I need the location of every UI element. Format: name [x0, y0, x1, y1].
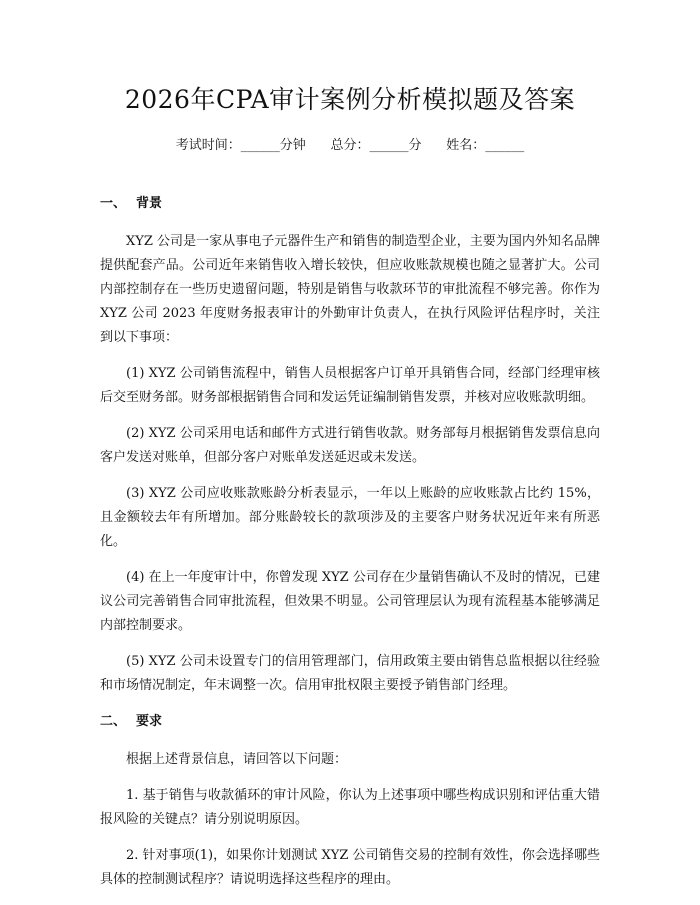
section-number: 二、 — [100, 714, 127, 729]
section-number: 一、 — [100, 196, 127, 211]
exam-info-line: 考试时间：______分钟 总分：______分 姓名：______ — [175, 138, 525, 153]
document-title: 2026年CPA审计案例分析模拟题及答案 — [124, 85, 576, 114]
requirements-intro: 根据上述背景信息，请回答以下问题： — [126, 752, 348, 767]
section-heading-background — [100, 194, 600, 214]
background-item-1: (1) XYZ 公司销售流程中，销售人员根据客户订单开具销售合同，经部门经理审核后交至财务部。财务部根据销售合同和发运凭证编制销售发票，并核对应收账款明细。 — [100, 366, 600, 405]
background-item-3: (3) XYZ 公司应收账款账龄分析表显示，一年以上账龄的应收账款占比约 15%，且金额较去年有所增加。部分账龄较长的款项涉及的主要客户财务状况近年来有所恶化。 — [100, 486, 600, 549]
section-heading-requirements — [100, 712, 600, 732]
section-title: 要求 — [136, 714, 163, 729]
background-item-4: (4) 在上一年度审计中，你曾发现 XYZ 公司存在少量销售确认不及时的情况，已建议公司完善销售合同审批流程，但效果不明显。公司管理层认为现有流程基本能够满足内部控制要求。 — [100, 570, 600, 633]
question-2: 2. 针对事项(1)，如果你计划测试 XYZ 公司销售交易的控制有效性，你会选择哪些具体的控制测试程序？请说明选择这些程序的理由。 — [100, 848, 600, 887]
background-intro: XYZ 公司是一家从事电子元器件生产和销售的制造型企业，主要为国内外知名品牌提供配套产品。公司近年来销售收入增长较快，但应收账款规模也随之显著扩大。公司内部控制存在一些历史遗留问题，特别是销售与收款环节的审批流程不够完善。你作为 XYZ 公司 2023 年度财务报表审计的外勤审计负责人，在执行风险评估程序时，关注到以下事项： — [100, 234, 600, 345]
section-title: 背景 — [136, 196, 163, 211]
background-item-2: (2) XYZ 公司采用电话和邮件方式进行销售收款。财务部每月根据销售发票信息向客户发送对账单，但部分客户对账单发送延迟或未发送。 — [100, 426, 600, 465]
background-item-5: (5) XYZ 公司未设置专门的信用管理部门，信用政策主要由销售总监根据以往经验和市场情况制定，年末调整一次。信用审批权限主要授予销售部门经理。 — [100, 654, 600, 693]
question-1: 1. 基于销售与收款循环的审计风险，你认为上述事项中哪些构成识别和评估重大错报风险的关键点？请分别说明原因。 — [100, 788, 600, 827]
